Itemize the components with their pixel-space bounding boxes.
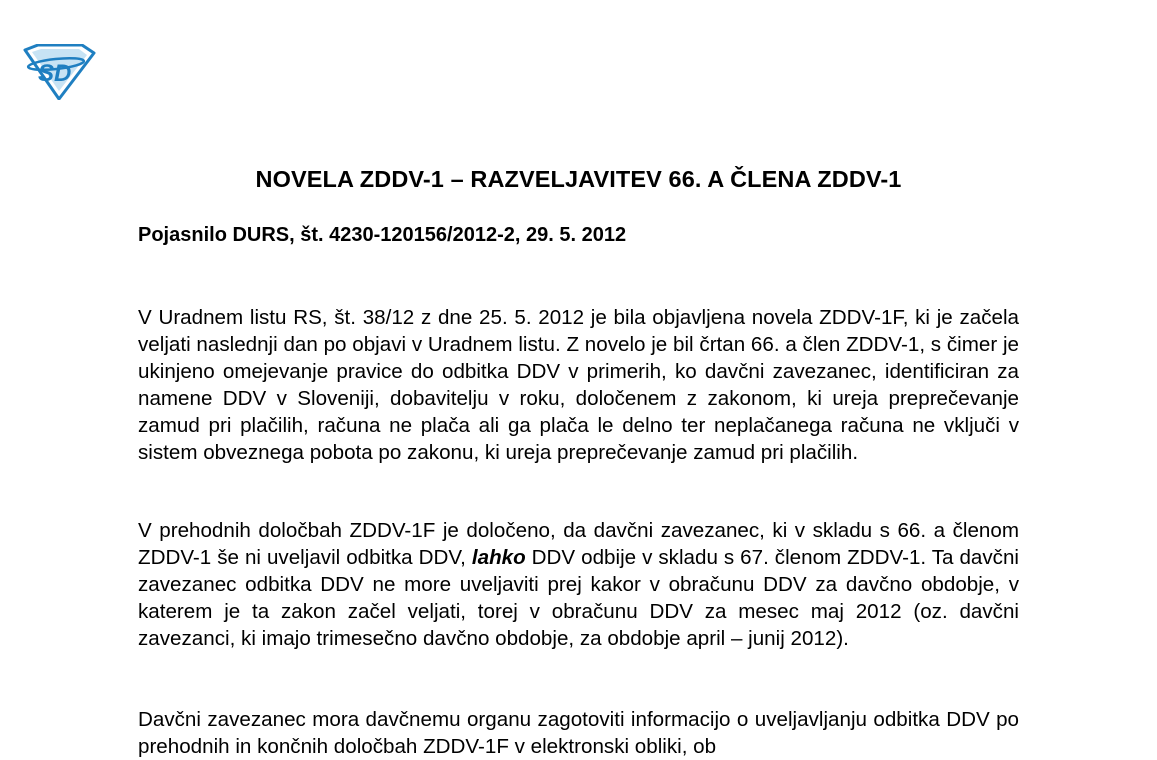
paragraph-2-emphasis: lahko [471, 546, 526, 569]
paragraph-2 [138, 517, 1019, 652]
logo-shield-icon [22, 44, 96, 100]
logo-text: SD [38, 60, 72, 87]
document-title: NOVELA ZDDV-1 – RAZVELJAVITEV 66. A ČLENA ZDDV-1 [255, 166, 902, 192]
paragraph-2-text-end: DDV odbije v skladu s 67. členom ZDDV-1. Ta davčni zavezanec odbitka DDV ne more uveljaviti prej kakor v obračunu DDV za davčno obdobje, v katerem je ta zakon začel veljati, torej v obračunu DDV za mesec maj 2012 (oz. davčni zavezanci, ki imajo trimesečno davčno obdobje, za obdobje april – junij 2012). [138, 546, 1019, 650]
company-logo [22, 44, 96, 100]
document-subtitle: Pojasnilo DURS, št. 4230-120156/2012-2, 29. 5. 2012 [138, 224, 627, 246]
paragraph-3: Davčni zavezanec mora davčnemu organu zagotoviti informacijo o uveljavljanju odbitka DDV po prehodnih in končnih določbah ZDDV-1F v elektronski obliki, ob [138, 708, 1019, 758]
paragraph-1: V Uradnem listu RS, št. 38/12 z dne 25. 5. 2012 je bila objavljena novela ZDDV-1F, ki je začela veljati naslednji dan po objavi v Uradnem listu. Z novelo je bil črtan 66. a člen ZDDV-1, s čimer je ukinjeno omejevanje pravice do odbitka DDV v primerih, ko davčni zavezanec, identificiran za namene DDV v Sloveniji, dobavitelju v roku, določenem z zakonom, ki ureja preprečevanje zamud pri plačilih, računa ne plača ali ga plača le delno ter neplačanega računa ne vključi v sistem obveznega pobota po zakonu, ki ureja preprečevanje zamud pri plačilih. [138, 306, 1019, 464]
paragraph-2-text-start: V prehodnih določbah ZDDV-1F je določeno, da davčni zavezanec, ki v skladu s 66. a členom ZDDV-1 še ni uveljavil odbitka DDV, [138, 519, 1019, 569]
